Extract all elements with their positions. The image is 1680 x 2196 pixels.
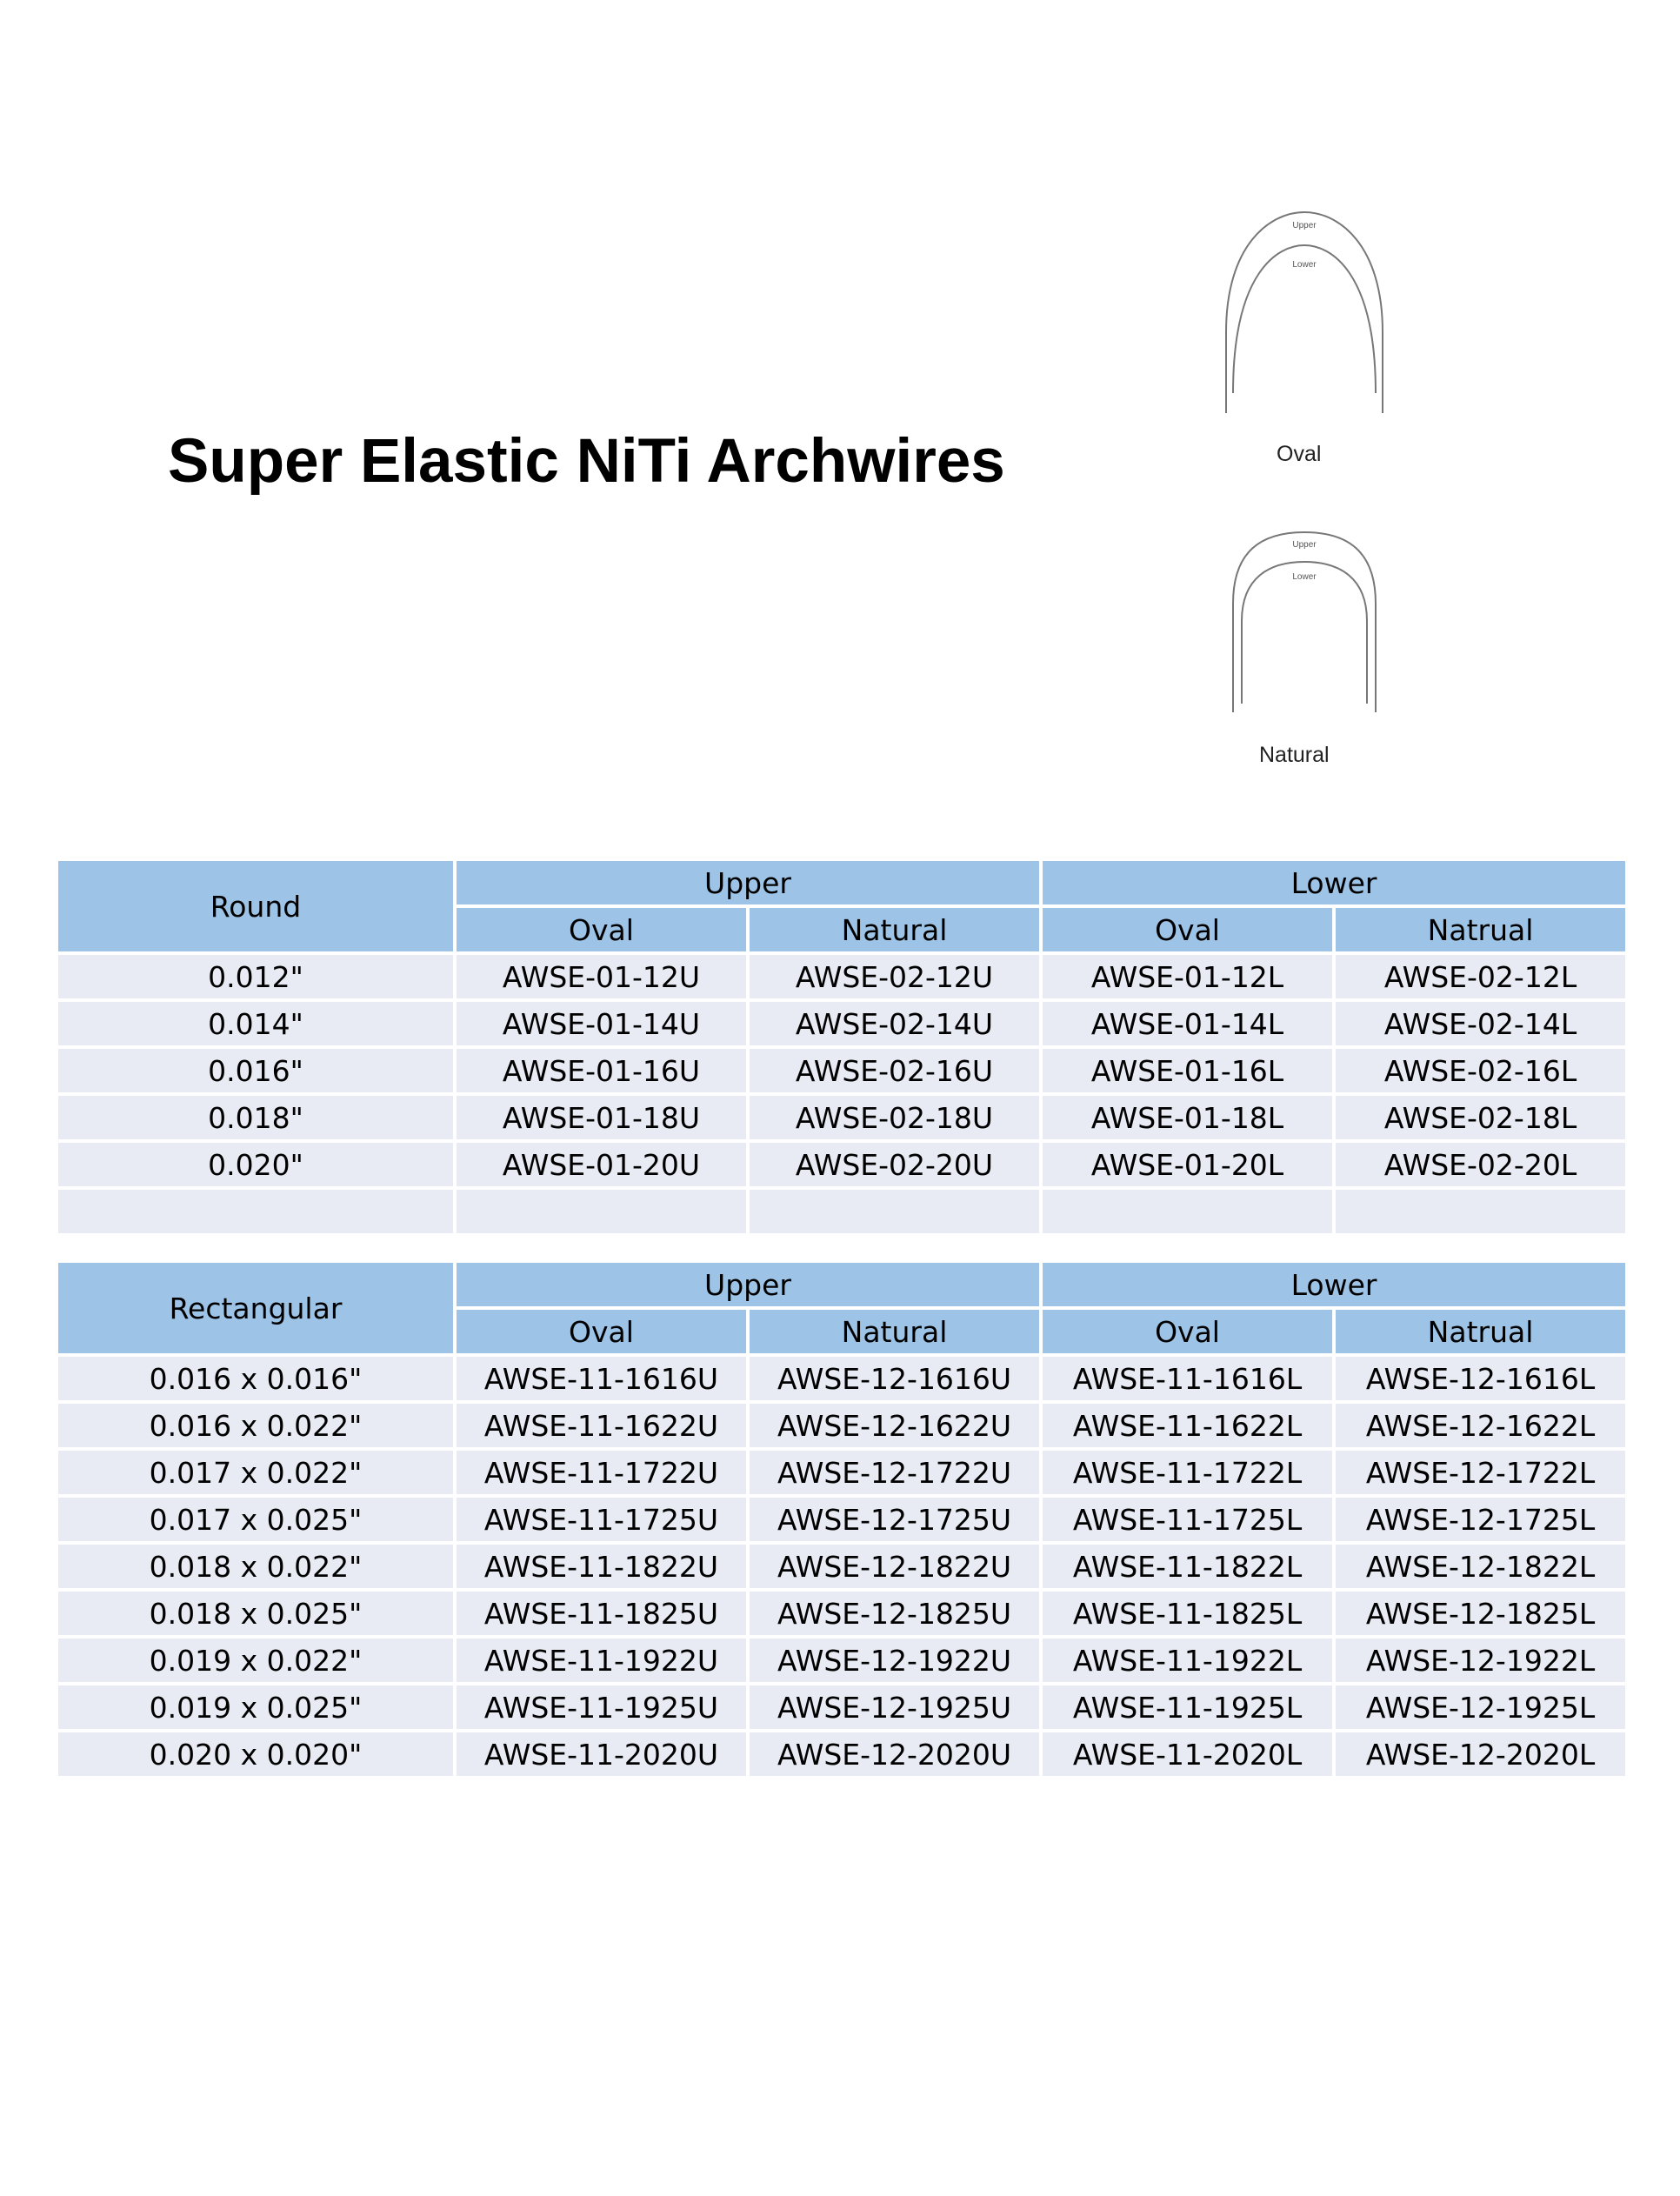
part-number: AWSE-12-1722L: [1336, 1451, 1625, 1494]
wire-size: 0.017 x 0.022": [58, 1451, 453, 1494]
table-row: [58, 1451, 1625, 1494]
part-number: AWSE-02-18U: [750, 1096, 1039, 1139]
part-number: AWSE-12-1825U: [750, 1592, 1039, 1635]
part-number: AWSE-12-1922U: [750, 1639, 1039, 1682]
oval-arch-icon: [1217, 202, 1391, 419]
part-number: AWSE-12-1616L: [1336, 1357, 1625, 1400]
part-number: AWSE-12-1925U: [750, 1685, 1039, 1729]
wire-size: 0.019 x 0.022": [58, 1639, 453, 1682]
part-number: AWSE-11-1616L: [1043, 1357, 1332, 1400]
part-number: AWSE-11-1925U: [457, 1685, 746, 1729]
rect-subheader: Natrual: [1336, 1310, 1625, 1353]
part-number: AWSE-12-1822U: [750, 1545, 1039, 1588]
round-upper-header: Upper: [457, 861, 1039, 904]
part-number: AWSE-01-12L: [1043, 955, 1332, 998]
part-number: AWSE-01-14L: [1043, 1002, 1332, 1045]
part-number: AWSE-02-14L: [1336, 1002, 1625, 1045]
natural-arch-figure: [1217, 525, 1443, 786]
blank-cell: [750, 1190, 1039, 1233]
part-number: AWSE-11-1925L: [1043, 1685, 1332, 1729]
table-row: [58, 1498, 1625, 1541]
table-row: [58, 1545, 1625, 1588]
rect-subheader: Natural: [750, 1310, 1039, 1353]
part-number: AWSE-02-20L: [1336, 1143, 1625, 1186]
table-row: [58, 1404, 1625, 1447]
table-row: [58, 1732, 1625, 1776]
part-number: AWSE-01-16L: [1043, 1049, 1332, 1092]
oval-arch-figure: [1217, 202, 1443, 480]
wire-size: 0.016 x 0.016": [58, 1357, 453, 1400]
blank-cell: [1043, 1190, 1332, 1233]
round-subheader: Oval: [1043, 908, 1332, 951]
part-number: AWSE-01-18L: [1043, 1096, 1332, 1139]
rect-subheader: Oval: [1043, 1310, 1332, 1353]
round-lower-header: Lower: [1043, 861, 1625, 904]
table-row: [58, 955, 1625, 998]
part-number: AWSE-12-1622U: [750, 1404, 1039, 1447]
rectangular-archwire-table: [55, 1259, 1629, 1779]
table-row: [58, 1096, 1625, 1139]
round-subheader: Natural: [750, 908, 1039, 951]
round-archwire-table: [55, 858, 1629, 1237]
round-subheader: Oval: [457, 908, 746, 951]
part-number: AWSE-11-1722U: [457, 1451, 746, 1494]
part-number: AWSE-12-2020U: [750, 1732, 1039, 1776]
wire-size: 0.014": [58, 1002, 453, 1045]
part-number: AWSE-12-1925L: [1336, 1685, 1625, 1729]
wire-size: 0.020 x 0.020": [58, 1732, 453, 1776]
part-number: AWSE-11-1825U: [457, 1592, 746, 1635]
table-row: [58, 1685, 1625, 1729]
wire-size: 0.018 x 0.022": [58, 1545, 453, 1588]
part-number: AWSE-11-1822U: [457, 1545, 746, 1588]
part-number: AWSE-11-1622U: [457, 1404, 746, 1447]
blank-cell: [1336, 1190, 1625, 1233]
part-number: AWSE-11-1922U: [457, 1639, 746, 1682]
part-number: AWSE-11-2020L: [1043, 1732, 1332, 1776]
oval-caption: Oval: [1277, 442, 1322, 466]
part-number: AWSE-01-20L: [1043, 1143, 1332, 1186]
part-number: AWSE-12-1725U: [750, 1498, 1039, 1541]
blank-cell: [457, 1190, 746, 1233]
oval-upper-label: Upper: [1292, 221, 1317, 230]
natural-arch-icon: [1217, 525, 1391, 717]
round-category-header: Round: [58, 861, 453, 951]
wire-size: 0.016 x 0.022": [58, 1404, 453, 1447]
table-row: [58, 1049, 1625, 1092]
part-number: AWSE-12-1825L: [1336, 1592, 1625, 1635]
part-number: AWSE-11-1822L: [1043, 1545, 1332, 1588]
part-number: AWSE-11-1622L: [1043, 1404, 1332, 1447]
part-number: AWSE-01-14U: [457, 1002, 746, 1045]
part-number: AWSE-12-1922L: [1336, 1639, 1625, 1682]
part-number: AWSE-12-2020L: [1336, 1732, 1625, 1776]
part-number: AWSE-12-1725L: [1336, 1498, 1625, 1541]
rect-category-header: Rectangular: [58, 1263, 453, 1353]
table-row: [58, 1357, 1625, 1400]
part-number: AWSE-12-1822L: [1336, 1545, 1625, 1588]
part-number: AWSE-02-12L: [1336, 955, 1625, 998]
part-number: AWSE-11-1725L: [1043, 1498, 1332, 1541]
wire-size: 0.018 x 0.025": [58, 1592, 453, 1635]
part-number: AWSE-01-18U: [457, 1096, 746, 1139]
table-row: [58, 1002, 1625, 1045]
part-number: AWSE-02-18L: [1336, 1096, 1625, 1139]
part-number: AWSE-11-1922L: [1043, 1639, 1332, 1682]
table-row: [58, 1639, 1625, 1682]
wire-size: 0.012": [58, 955, 453, 998]
wire-size: 0.018": [58, 1096, 453, 1139]
wire-size: 0.020": [58, 1143, 453, 1186]
part-number: AWSE-12-1622L: [1336, 1404, 1625, 1447]
part-number: AWSE-02-12U: [750, 955, 1039, 998]
part-number: AWSE-02-16L: [1336, 1049, 1625, 1092]
oval-lower-label: Lower: [1292, 260, 1317, 270]
part-number: AWSE-12-1616U: [750, 1357, 1039, 1400]
part-number: AWSE-02-20U: [750, 1143, 1039, 1186]
part-number: AWSE-01-20U: [457, 1143, 746, 1186]
table-row: [58, 1143, 1625, 1186]
part-number: AWSE-11-2020U: [457, 1732, 746, 1776]
part-number: AWSE-11-1722L: [1043, 1451, 1332, 1494]
table-row: [58, 1592, 1625, 1635]
rect-lower-header: Lower: [1043, 1263, 1625, 1306]
natural-upper-label: Upper: [1292, 540, 1317, 550]
natural-lower-label: Lower: [1292, 572, 1317, 582]
blank-row: [58, 1190, 1625, 1233]
part-number: AWSE-12-1722U: [750, 1451, 1039, 1494]
rect-subheader: Oval: [457, 1310, 746, 1353]
part-number: AWSE-11-1725U: [457, 1498, 746, 1541]
part-number: AWSE-01-12U: [457, 955, 746, 998]
part-number: AWSE-01-16U: [457, 1049, 746, 1092]
wire-size: 0.017 x 0.025": [58, 1498, 453, 1541]
part-number: AWSE-11-1616U: [457, 1357, 746, 1400]
wire-size: 0.019 x 0.025": [58, 1685, 453, 1729]
wire-size: 0.016": [58, 1049, 453, 1092]
rect-upper-header: Upper: [457, 1263, 1039, 1306]
part-number: AWSE-11-1825L: [1043, 1592, 1332, 1635]
part-number: AWSE-02-16U: [750, 1049, 1039, 1092]
page-title: Super Elastic NiTi Archwires: [168, 427, 1005, 496]
part-number: AWSE-02-14U: [750, 1002, 1039, 1045]
round-subheader: Natrual: [1336, 908, 1625, 951]
natural-caption: Natural: [1259, 743, 1330, 767]
blank-cell: [58, 1190, 453, 1233]
